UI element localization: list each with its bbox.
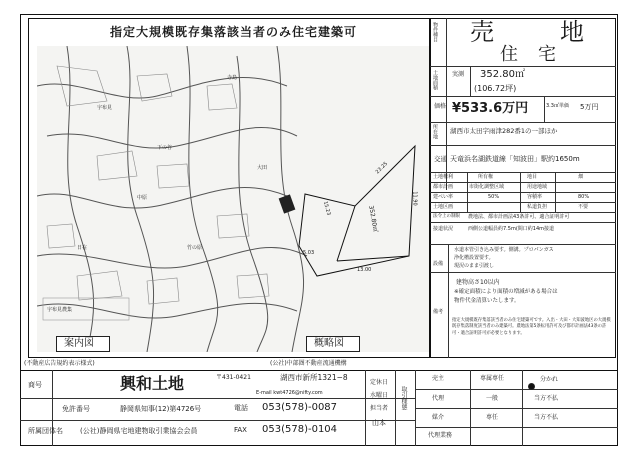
term-fee-other: 当方不払 (534, 414, 559, 421)
lot-dimension: 11.90 (411, 191, 418, 206)
term-agent: 代理 (432, 395, 445, 402)
fax-label: FAX (234, 426, 247, 434)
term-exclusive: 専任 (486, 414, 499, 421)
facility-text: 水道本管引き込み要す。側溝。プロパンガス (454, 247, 554, 253)
fine-print: 指定大規模既存集落該当者のみ住宅建築可です。入出・大田・大知波地区の大規模既存集落制度該当者のみ建築可。農地法第5条転用許可及び都市計画法43条の許可・適合証明許可が必要となります。 (452, 318, 611, 336)
location-value: 湖西市太田字雨津282番1の一部ほか (450, 127, 558, 135)
term-seller: 売主 (432, 375, 445, 382)
term-fee-split: 分かれ (540, 376, 559, 383)
map-drawing (37, 46, 429, 352)
overview-map-caption: 概略図 (314, 338, 344, 349)
transport-label: 交通 (434, 155, 447, 163)
facility-text-3: 現況のまま引渡し (454, 263, 495, 269)
term-fee-me: 当方不払 (534, 395, 559, 402)
detail-label: 地目 (527, 174, 538, 180)
term-broker: 媒介 (432, 414, 445, 421)
tel-label: 電話 (234, 404, 248, 412)
map-small-label: 中原 (137, 195, 148, 201)
term-exclusive-special: 専属専任 (480, 375, 505, 382)
detail-label: 用途地域 (527, 184, 548, 190)
price-value: ¥533.6万円 (452, 101, 529, 116)
tsubo-price-label: 3.3㎡単価 (546, 103, 569, 109)
map-small-label: 日在 (77, 245, 88, 251)
lot-dimension: 5.03 (303, 250, 315, 256)
detail-label: 土地権利 (433, 174, 454, 180)
org-label: 所属団体名 (28, 427, 63, 435)
remarks-label: 備考 (433, 309, 444, 315)
email[interactable]: E-mail kwt4726@nifty.com (256, 390, 323, 396)
page-title: 指定大規模既存集落該当者のみ住宅建築可 (110, 25, 358, 39)
remarks-line: ※確定面積により面積の増減がある場合は (454, 289, 558, 295)
license-number: 静岡県知事(12)第4726号 (120, 405, 202, 413)
tsubo-price: 5万円 (580, 103, 599, 111)
lot-area-label: 352.80㎡ (367, 205, 379, 233)
staff-label: 担当者 (370, 405, 389, 412)
detail-label: 私道負担 (527, 204, 548, 210)
staff-name: 山本 (372, 419, 386, 427)
row-label-area: 土地面積 (432, 70, 438, 90)
map-small-label: 下の谷 (157, 145, 173, 151)
detail-label: 容積率 (527, 194, 543, 200)
map-small-label: 寺島 (227, 75, 238, 81)
road-text: 西側公道幅員約7.5m(間口約14m接道 (468, 226, 555, 232)
facility-text-2: 浄化槽設置要す。 (454, 255, 494, 261)
map-small-label: 宇布見農集 (47, 307, 73, 313)
fax-number: 053(578)-0104 (262, 424, 338, 435)
detail-value: 50% (488, 194, 500, 200)
trade-name-label: 商号 (28, 381, 42, 389)
headline-left: 売 (470, 18, 494, 46)
headline-right: 地 (560, 18, 584, 46)
company-name: 興和土地 (120, 374, 185, 393)
term-transfer: 代理業務 (428, 432, 453, 439)
map-image (37, 46, 429, 352)
term-general: 一般 (486, 395, 499, 402)
ad-format-caption: (不動産広告規約表示様式) (24, 360, 95, 367)
detail-label: 土地区画 (433, 204, 454, 210)
area-tsubo: (106.72坪) (474, 84, 517, 93)
address: 湖西市新所1321−8 (280, 373, 348, 382)
area-sqm: 352.80㎡ (480, 69, 525, 80)
association-name: (公社)中部圏不動産流通機構 (270, 360, 347, 367)
license-label: 免許番号 (62, 405, 90, 413)
org-name: (公社)静岡県宅地建物取引業協会会員 (80, 427, 198, 435)
map-small-label: 大田 (257, 165, 268, 171)
postal-code: 〒431-0421 (216, 374, 251, 381)
law-text: 農地法、都市計画法43条許可、適合証明許可 (468, 214, 570, 220)
location-label: 所在地 (432, 124, 438, 139)
lot-dimension: 23.25 (374, 160, 389, 176)
lot-dimension: 13.00 (357, 267, 372, 273)
tel-number[interactable]: 053(578)-0087 (262, 402, 338, 413)
price-label: 価格 (434, 103, 447, 110)
holiday-label: 定休日 (370, 379, 389, 386)
remarks-line: 建物高さ10以内 (456, 279, 500, 286)
holiday-value: 水曜日 (370, 392, 389, 399)
detail-label: 建ぺい率 (433, 194, 454, 200)
map-small-label: 竹の原 (187, 245, 203, 251)
transaction-tag: 取引様態 (400, 386, 407, 410)
law-label: 法令上の制限 (433, 214, 460, 219)
guide-map-caption: 案内図 (64, 338, 94, 349)
lot-dimension: 15.23 (321, 200, 332, 217)
subhead-left: 住 (500, 44, 518, 65)
map-small-label: 宇布見 (97, 105, 113, 111)
row-label-type: 物件種目 (432, 22, 438, 42)
remarks-line: 物件代金清算いたします。 (454, 298, 520, 304)
facility-label: 設備 (433, 261, 444, 267)
detail-value: 80% (578, 194, 590, 200)
detail-value: 畑 (578, 174, 584, 180)
detail-value: 所有権 (478, 174, 494, 180)
detail-value: 不要 (578, 204, 589, 210)
area-kind: 実測 (452, 71, 465, 78)
transport-value: 天竜浜名湖鉄道線「知波田」駅約1650m (450, 155, 580, 163)
detail-value: 市街化調整区域 (469, 184, 505, 190)
detail-label: 都市計画 (433, 184, 454, 190)
subhead-right: 宅 (538, 44, 556, 65)
road-label: 接道状況 (433, 226, 454, 232)
fee-split-icon (528, 376, 535, 395)
